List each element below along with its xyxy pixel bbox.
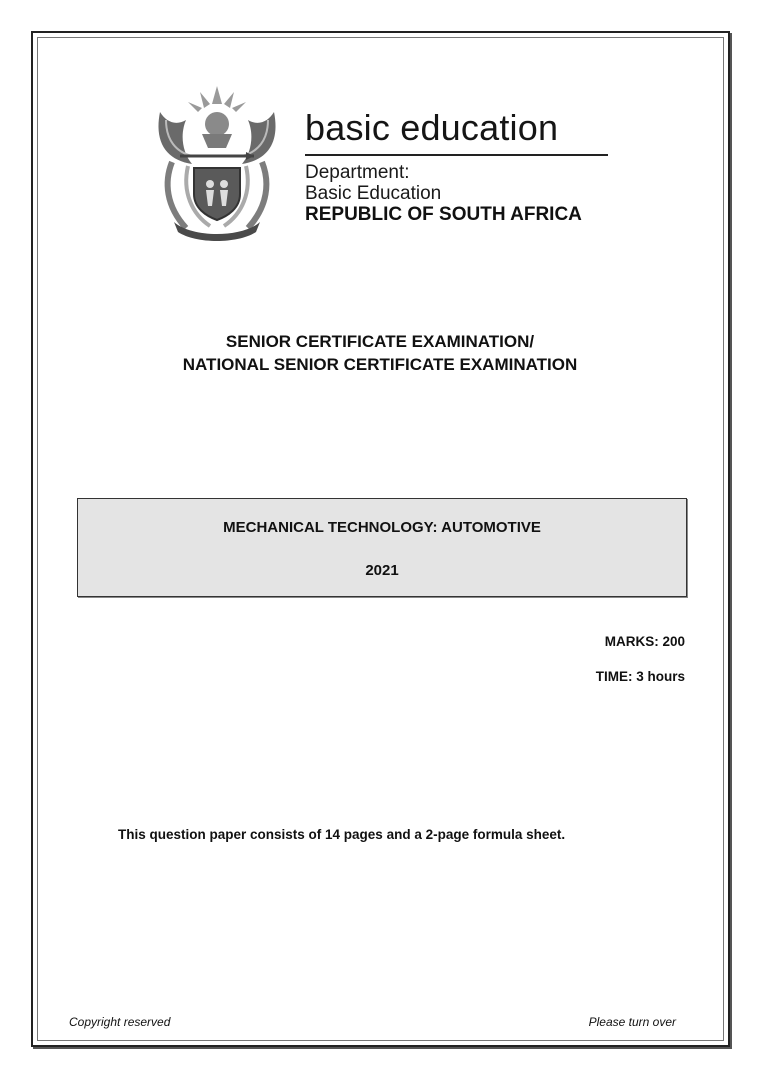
exam-title-line2: NATIONAL SENIOR CERTIFICATE EXAMINATION	[182, 355, 578, 374]
brand-title: basic education	[305, 107, 559, 148]
subject-box	[77, 498, 687, 597]
time-label: TIME: 3 hours	[595, 669, 685, 684]
subject-name: MECHANICAL TECHNOLOGY: AUTOMOTIVE	[223, 519, 541, 536]
footer-copyright: Copyright reserved	[69, 1015, 171, 1029]
footer-turn-over: Please turn over	[588, 1015, 676, 1029]
paper-info-note: This question paper consists of 14 pages and a 2-page formula sheet.	[118, 827, 566, 842]
brand-country: REPUBLIC OF SOUTH AFRICA	[305, 204, 582, 225]
exam-title-line1: SENIOR CERTIFICATE EXAMINATION/	[225, 332, 535, 351]
brand-divider	[305, 154, 608, 156]
coat-of-arms-icon	[152, 82, 282, 242]
marks-label: MARKS: 200	[604, 634, 685, 649]
exam-year: 2021	[365, 562, 399, 579]
brand-department-name: Basic Education	[305, 183, 442, 204]
brand-department-label: Department:	[305, 162, 410, 183]
